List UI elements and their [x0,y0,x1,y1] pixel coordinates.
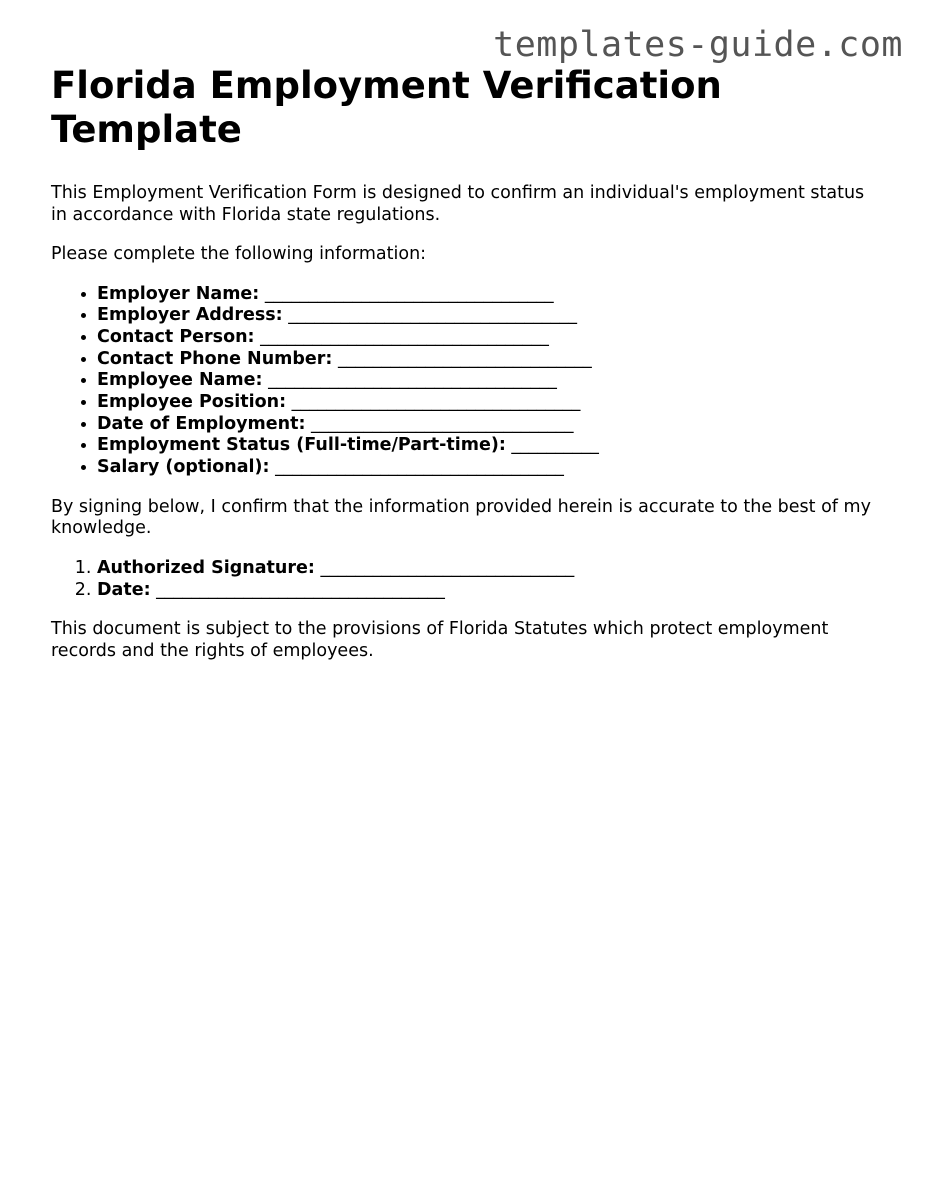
field-employer-name: • Employer Name: _________________________________ [97,284,881,306]
field-employment-status: • Employment Status (Full-time/Part-time): __________ [97,435,881,457]
confirmation-paragraph: By signing below, I confirm that the information provided herein is accurate to the best of my knowledge. [51,496,871,539]
blank-line: _________________________________ [275,457,564,478]
field-employee-name: • Employee Name: _________________________________ [97,370,881,392]
blank-line: _____________________________ [338,348,592,369]
legal-notice-paragraph: This document is subject to the provisions of Florida Statutes which protect employment records and the rights of employees. [51,619,829,661]
blank-line: __________ [511,435,599,456]
information-fields-list [51,284,881,479]
field-contact-person: • Contact Person: _________________________________ [97,327,881,349]
intro-paragraph: This Employment Verification Form is designed to confirm an individual's employment status in accordance with Florida state regulations. [51,183,865,225]
field-salary: • Salary (optional): _________________________________ [97,457,881,479]
blank-line: _________________________________ [156,579,445,600]
blank-line: ______________________________ [311,413,574,434]
blank-line: _________________________________ [291,392,581,413]
field-authorized-signature: 1. Authorized Signature: _____________________________ [97,558,881,580]
document-body [51,64,881,662]
field-date-of-employment: • Date of Employment: ______________________________ [97,414,881,436]
blank-line: _________________________________ [268,370,557,391]
field-employer-address: • Employer Address: _________________________________ [97,305,881,327]
field-employee-position: • Employee Position: _________________________________ [97,392,881,414]
field-signature-date: 2. Date: _________________________________ [97,580,881,602]
blank-line: _________________________________ [264,283,554,304]
page-title: Florida Employment Verification Template [51,64,722,151]
instructions-paragraph: Please complete the following information: [51,244,427,264]
field-contact-phone: • Contact Phone Number: _____________________________ [97,349,881,371]
blank-line: _________________________________ [288,305,577,326]
watermark: templates-guide.com [493,25,903,65]
blank-line: _________________________________ [260,326,549,347]
signature-fields-list [51,558,881,601]
blank-line: _____________________________ [320,557,575,578]
